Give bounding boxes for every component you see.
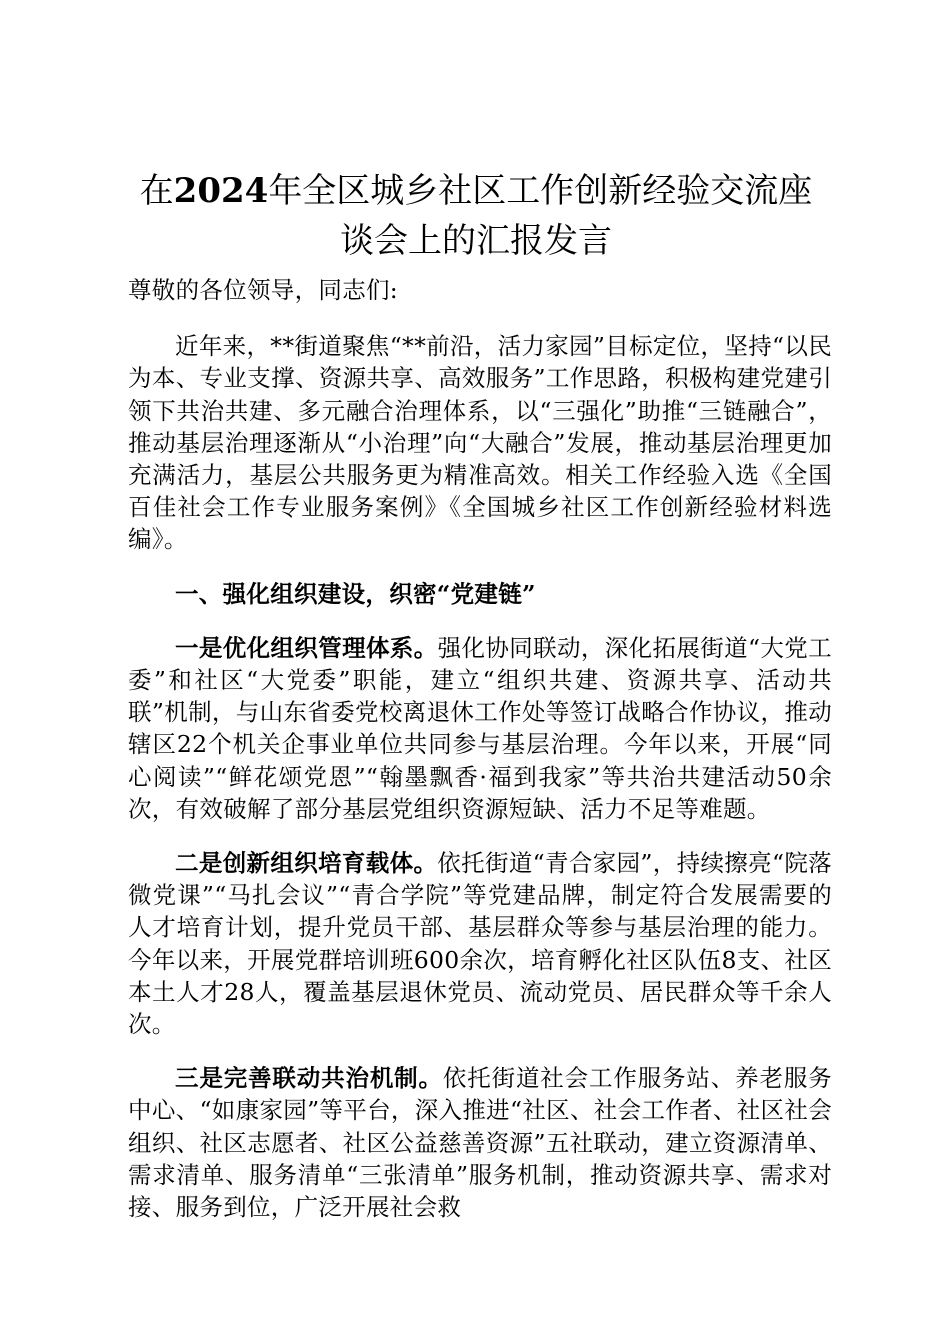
paragraph-3-lead: 三是完善联动共治机制。 <box>175 1064 443 1093</box>
title-prefix: 在 <box>139 171 174 211</box>
section-heading-1: 一、强化组织建设，织密“党建链” <box>175 579 536 608</box>
title-line2: 谈会上的汇报发言 <box>340 221 612 261</box>
intro-paragraph: 近年来，**街道聚焦“**前沿，活力家园”目标定位，坚持“以民为本、专业支撑、资源共享、高效服务”工作思路，积极构建党建引领下共治共建、多元融合治理体系，以“三强化”助推“三链融合”，推动基层治理逐渐从“小治理”向“大融合”发展，推动基层治理更加充满活力，基层公共服务更为精准高效。相关工作经验入选《全国百佳社会工作专业服务案例》《全国城乡社区工作创新经验材料选编》。 <box>128 332 832 554</box>
paragraph-3 <box>128 1062 832 1223</box>
salutation: 尊敬的各位领导，同志们: <box>128 276 399 304</box>
title-line1-rest: 年全区城乡社区工作创新经验交流座 <box>268 171 813 211</box>
paragraph-2-text: 依托街道“青合家园”，持续擦亮“院落微党课”“马扎会议”“青合学院”等党建品牌，制定符合发展需要的人才培育计划，提升党员干部、基层群众等参与基层治理的能力。今年以来，开展党群培训班600余次，培育孵化社区队伍8支、社区本土人才28人，覆盖基层退休党员、流动党员、居民群众等千余人次。 <box>128 849 832 1039</box>
document-body <box>128 274 832 1245</box>
paragraph-2-lead: 二是创新组织培育载体。 <box>175 849 438 878</box>
paragraph-3-text: 依托街道社会工作服务站、养老服务中心、“如康家园”等平台，深入推进“社区、社会工作者、社区社会组织、社区志愿者、社区公益慈善资源”五社联动，建立资源清单、需求清单、服务清单“三张清单”服务机制，推动资源共享、需求对接、服务到位，广泛开展社会救 <box>128 1064 832 1222</box>
paragraph-1-text: 强化协同联动，深化拓展街道“大党工委”和社区“大党委”职能，建立“组织共建、资源共享、活动共联”机制，与山东省委党校离退休工作处等签订战略合作协议，推动辖区22个机关企事业单位共同参与基层治理。今年以来，开展“同心阅读”“鲜花颂党恩”“翰墨飘香·福到我家”等共治共建活动50余次，有效破解了部分基层党组织资源短缺、活力不足等难题。 <box>128 633 832 823</box>
paragraph-1-lead: 一是优化组织管理体系。 <box>175 633 438 662</box>
paragraph-2 <box>128 847 832 1040</box>
paragraph-1 <box>128 632 832 825</box>
title-year: 2024 <box>173 171 269 211</box>
document-title <box>120 166 832 266</box>
